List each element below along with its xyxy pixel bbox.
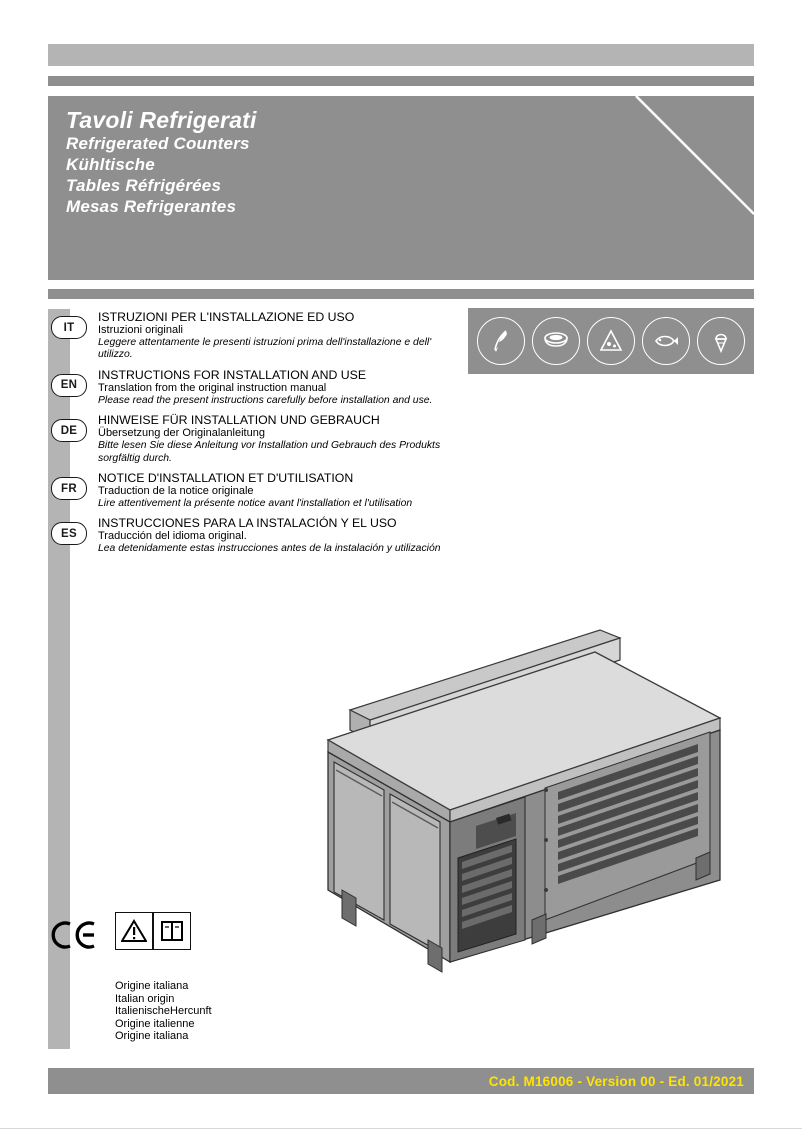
title-list [66,108,257,217]
header-bar-thin [48,76,754,86]
document-code: Cod. M16006 - Version 00 - Ed. 01/2021 [488,1073,744,1089]
language-heading-it: ISTRUZIONI PER L'INSTALLAZIONE ED USO [98,310,355,324]
origin-es: Origine italiana [115,1030,189,1043]
read-manual-icon [153,912,191,950]
warning-icon-group [115,912,191,950]
language-heading-es: INSTRUCCIONES PARA LA INSTALACIÓN Y EL USO [98,516,397,531]
food-category-icon-strip [468,308,754,374]
language-row-fr [48,471,468,510]
language-row-de [48,413,468,465]
ce-mark-icon [50,920,100,950]
divider-bar [48,289,754,299]
title-banner [48,96,754,280]
language-row-es [48,516,468,555]
icecream-icon [697,317,745,365]
language-row-it [48,310,468,362]
title-it: Tavoli Refrigerati [66,107,257,133]
language-subtitle-es: Traducción del idioma original. [98,530,247,543]
page-edge [0,1128,802,1136]
language-heading-de: HINWEISE FÜR INSTALLATION UND GEBRAUCH [98,413,380,428]
language-badge-fr: FR [51,477,87,500]
origin-declaration [115,980,212,1043]
language-subtitle-de: Übersetzung der Originalanleitung [98,427,265,440]
title-de: Kühltische [66,155,155,174]
language-subtitle-it: Istruzioni originali [98,324,183,336]
language-heading-en: INSTRUCTIONS FOR INSTALLATION AND USE [98,367,367,382]
language-badge-it: IT [51,316,87,339]
warning-triangle-icon [115,912,153,950]
language-note-es: Lea detenidamente estas instrucciones antes de la instalación y utilización [98,543,441,555]
language-note-en: Please read the present instructions carefully before installation and use. [98,394,433,406]
language-badge-es: ES [51,522,87,545]
language-note-it: Leggere attentamente le presenti istruzioni prima dell'installazione e dell' utilizzo. [98,337,432,361]
language-instruction-list [48,310,468,562]
language-note-de: Bitte lesen Sie diese Anleitung vor Installation und Gebrauch des Produkts sorgfältig durch. [98,440,441,464]
language-subtitle-en: Translation from the original instruction manual [98,381,327,394]
header-bar-top [48,44,754,66]
title-es: Mesas Refrigerantes [66,197,237,216]
meat-icon [532,317,580,365]
footer-bar [48,1068,754,1094]
language-heading-fr: NOTICE D'INSTALLATION ET D'UTILISATION [98,471,354,486]
refrigerated-counter-illustration [300,590,760,980]
origin-en: Italian origin [115,992,175,1005]
origin-de: ItalienischeHercunft [115,1005,212,1018]
title-en: Refrigerated Counters [66,134,250,153]
dairy-icon [587,317,635,365]
origin-it: Origine italiana [115,980,189,992]
vegetable-icon [477,317,525,365]
origin-fr: Origine italienne [115,1017,195,1030]
language-row-en [48,368,468,407]
language-note-fr: Lire attentivement la présente notice avant l'installation et l'utilisation [98,498,413,510]
language-badge-en: EN [51,374,87,397]
language-subtitle-fr: Traduction de la notice originale [98,485,254,498]
title-fr: Tables Réfrigérées [66,176,222,195]
language-badge-de: DE [51,419,87,442]
fish-icon [642,317,690,365]
